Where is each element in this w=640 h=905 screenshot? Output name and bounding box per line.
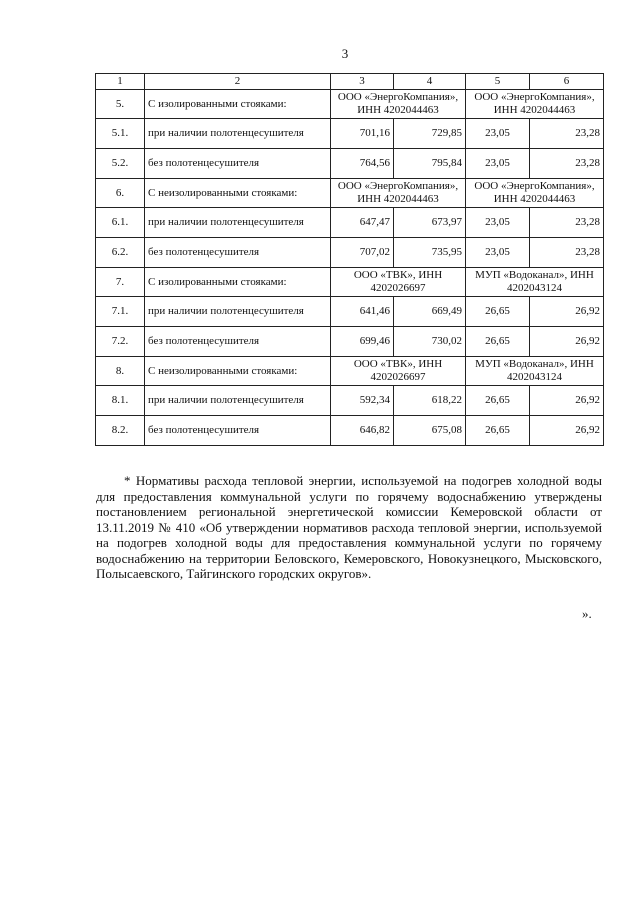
header-cell: 5 xyxy=(466,74,530,90)
row-name: С изолированными стояками: xyxy=(145,268,331,297)
row-name: без полотенцесушителя xyxy=(145,416,331,446)
row-name: С неизолированными стояками: xyxy=(145,179,331,208)
value-cell: 735,95 xyxy=(394,238,466,268)
closing-mark: ». xyxy=(582,606,592,621)
value-cell: 764,56 xyxy=(331,149,394,179)
row-number: 6.2. xyxy=(96,238,145,268)
table-header-row xyxy=(96,74,604,90)
supplier-cell: ООО «ТВК», ИНН 4202026697 xyxy=(331,268,466,297)
row-name: С неизолированными стояками: xyxy=(145,357,331,386)
row-number: 5.1. xyxy=(96,119,145,149)
row-name: без полотенцесушителя xyxy=(145,327,331,357)
row-number: 8.2. xyxy=(96,416,145,446)
value-cell: 23,05 xyxy=(466,238,530,268)
row-name: при наличии полотенцесушителя xyxy=(145,386,331,416)
value-cell: 618,22 xyxy=(394,386,466,416)
supplier-cell: ООО «ЭнергоКомпания», ИНН 4202044463 xyxy=(466,90,604,119)
value-cell: 641,46 xyxy=(331,297,394,327)
value-cell: 729,85 xyxy=(394,119,466,149)
group-row xyxy=(96,268,604,297)
table-row xyxy=(96,327,604,357)
value-cell: 699,46 xyxy=(331,327,394,357)
value-cell: 26,92 xyxy=(530,386,604,416)
table-row xyxy=(96,238,604,268)
supplier-cell: ООО «ЭнергоКомпания», ИНН 4202044463 xyxy=(466,179,604,208)
table-row xyxy=(96,119,604,149)
value-cell: 701,16 xyxy=(331,119,394,149)
value-cell: 23,05 xyxy=(466,119,530,149)
row-name: при наличии полотенцесушителя xyxy=(145,297,331,327)
row-number: 7.2. xyxy=(96,327,145,357)
value-cell: 26,92 xyxy=(530,416,604,446)
value-cell: 26,92 xyxy=(530,327,604,357)
header-cell: 6 xyxy=(530,74,604,90)
supplier-cell: МУП «Водоканал», ИНН 4202043124 xyxy=(466,357,604,386)
row-number: 6.1. xyxy=(96,208,145,238)
value-cell: 23,28 xyxy=(530,149,604,179)
norms-table xyxy=(95,73,604,446)
header-cell: 3 xyxy=(331,74,394,90)
group-row xyxy=(96,179,604,208)
row-number: 7.1. xyxy=(96,297,145,327)
header-cell: 1 xyxy=(96,74,145,90)
header-cell: 4 xyxy=(394,74,466,90)
table-row xyxy=(96,297,604,327)
value-cell: 673,97 xyxy=(394,208,466,238)
page-number: 3 xyxy=(341,46,349,61)
value-cell: 669,49 xyxy=(394,297,466,327)
row-number: 5. xyxy=(96,90,145,119)
supplier-cell: МУП «Водоканал», ИНН 4202043124 xyxy=(466,268,604,297)
value-cell: 23,05 xyxy=(466,149,530,179)
value-cell: 26,65 xyxy=(466,416,530,446)
value-cell: 647,47 xyxy=(331,208,394,238)
header-cell: 2 xyxy=(145,74,331,90)
value-cell: 707,02 xyxy=(331,238,394,268)
table-row xyxy=(96,416,604,446)
value-cell: 646,82 xyxy=(331,416,394,446)
value-cell: 26,65 xyxy=(466,327,530,357)
value-cell: 592,34 xyxy=(331,386,394,416)
value-cell: 26,65 xyxy=(466,386,530,416)
supplier-cell: ООО «ЭнергоКомпания», ИНН 4202044463 xyxy=(331,179,466,208)
group-row xyxy=(96,90,604,119)
row-name: без полотенцесушителя xyxy=(145,149,331,179)
row-name: С изолированными стояками: xyxy=(145,90,331,119)
value-cell: 675,08 xyxy=(394,416,466,446)
supplier-cell: ООО «ЭнергоКомпания», ИНН 4202044463 xyxy=(331,90,466,119)
value-cell: 23,28 xyxy=(530,119,604,149)
row-name: при наличии полотенцесушителя xyxy=(145,119,331,149)
value-cell: 23,28 xyxy=(530,208,604,238)
value-cell: 795,84 xyxy=(394,149,466,179)
row-number: 7. xyxy=(96,268,145,297)
value-cell: 26,65 xyxy=(466,297,530,327)
row-number: 8. xyxy=(96,357,145,386)
value-cell: 730,02 xyxy=(394,327,466,357)
footnote xyxy=(96,473,602,582)
table-row xyxy=(96,208,604,238)
footnote-text: * Нормативы расхода тепловой энергии, используемой на подогрев холодной воды для предоставления коммунальной услуги по горячему водоснабжению утверждены постановлением региональной энергетической комиссии Кемеровской области от 13.11.2019 № 410 «Об утверждении нормативов расхода тепловой энергии, используемой на подогрев холодной воды для предоставления коммунальной услуги по горячему водоснабжению на территории Беловского, Кемеровского, Новокузнецкого, Мысковского, Полысаевского, Тайгинского городских округов». xyxy=(96,473,602,581)
row-number: 8.1. xyxy=(96,386,145,416)
table-row xyxy=(96,149,604,179)
value-cell: 23,05 xyxy=(466,208,530,238)
row-number: 5.2. xyxy=(96,149,145,179)
group-row xyxy=(96,357,604,386)
value-cell: 23,28 xyxy=(530,238,604,268)
row-name: при наличии полотенцесушителя xyxy=(145,208,331,238)
value-cell: 26,92 xyxy=(530,297,604,327)
row-name: без полотенцесушителя xyxy=(145,238,331,268)
table-row xyxy=(96,386,604,416)
row-number: 6. xyxy=(96,179,145,208)
supplier-cell: ООО «ТВК», ИНН 4202026697 xyxy=(331,357,466,386)
